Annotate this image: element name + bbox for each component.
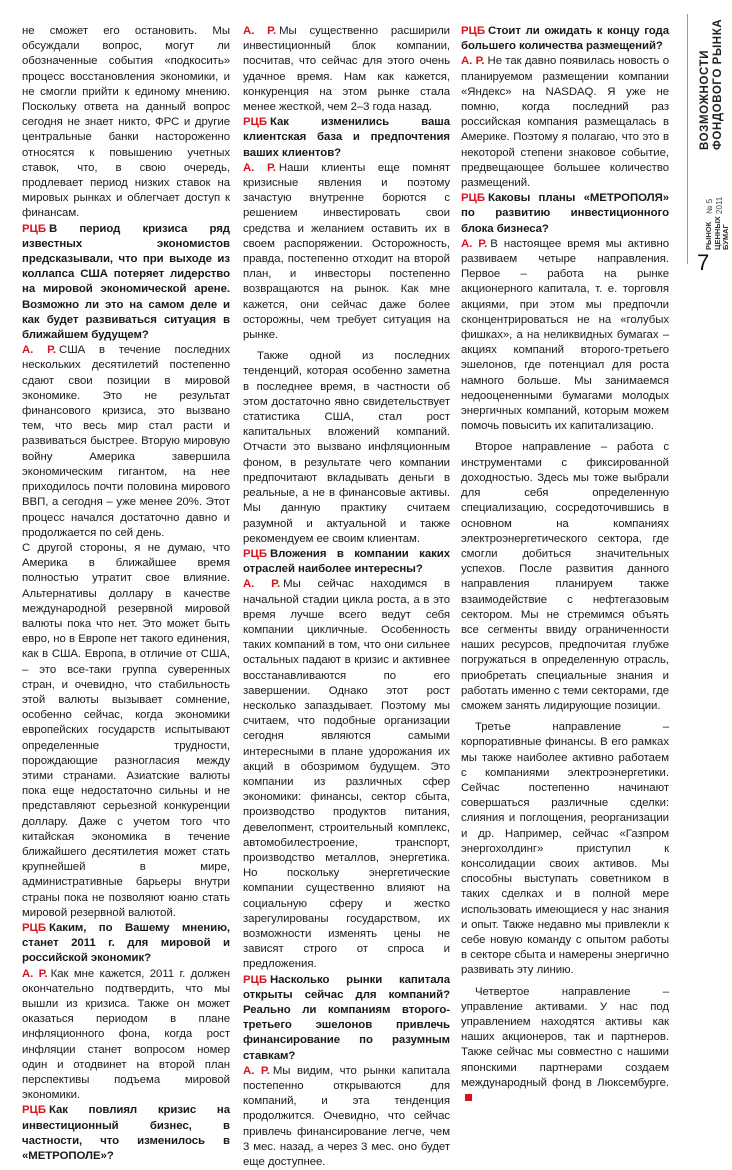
answer xyxy=(243,161,450,343)
rcb-label: РЦБ xyxy=(461,25,485,37)
question-text: Каким, по Вашему мнению, станет 2011 г. для мировой и российской экономик? xyxy=(22,921,230,965)
end-mark-icon xyxy=(465,1094,472,1101)
answer xyxy=(22,343,230,541)
page-number: 7 xyxy=(697,250,710,275)
question-text: Стоит ли ожидать к концу года большего количества размещений? xyxy=(461,25,669,53)
rcb-label: РЦБ xyxy=(243,547,267,560)
text-column-3 xyxy=(461,24,669,1106)
rcb-label: РЦБ xyxy=(22,921,46,934)
answer-text: Мы сейчас находимся в начальной стадии цикла роста, а в это время лучше всего ведут себя компании цикличные. Особенность таких компаний в том, что они сильнее остальных падают в кризис и активнее восстанавливаются по его завершении. Однако этот рост несколько запаздывает. Поэтому мы считаем, что подобные организации сегодня являются самыми интересными в плане удорожания их акций в обозримом будущем. Это компании из различных сфер экономики: финансы, сектор сбыта, производство продуктов питания, девелопмент, строительный комплекс, автомобилестроение, транспорт, производство металлов, энергетика. Но поскольку энергетические компании существенно влияют на социальную сферу и жестко зарегулированы государством, их возможности изменять цены не зависят строго от спроса и предложения. xyxy=(243,578,450,971)
magazine-name: РЫНОК ЦЕННЫХ БУМАГ xyxy=(704,216,730,250)
rcb-label: РЦБ xyxy=(22,222,46,235)
paragraph: Второе направление – работа с инструментами с фиксированной доходностью. Здесь мы тоже выбрали для себя определенную специализацию, сосредоточившись в основном на компаниях электроэнергетического сектора, где смогли добиться значительных успехов. После развития данного направления планируем также взаимодействие с нефтегазовым сектором. Мы не стремимся объять все сегменты ввиду ограниченности наших ресурсов, предпочитая глубже погружаться в определенную отрасль, приобретать специальные знания и работать именно с теми секторами, где сможем занять лидирующие позиции. xyxy=(461,441,669,712)
rcb-label: РЦБ xyxy=(22,1104,46,1117)
question xyxy=(243,115,450,161)
answer-text: Мы существенно расширили инвестиционный блок компании, посчитав, что сейчас для этого очень удачное время. Нам как кажется, конкуренция на этом рынке стала менее жесткой, чем 2–3 года назад. xyxy=(243,25,450,114)
paragraph: Также одной из последних тенденций, которая особенно заметна в последнее время, в частности об этом достаточно явно свидетельствует статистика США, стал рост капитальных вложений компаний. Отчасти это вызвано инфляционным фоном, в результате чего компании предпочитают вкладывать деньги в реальные, а не в финансовые активы. Мы данную практику считаем разумной и актуальной и также рекомендуем ее своим клиентам. xyxy=(243,350,450,545)
answer xyxy=(243,24,450,115)
question-text: Как повлиял кризис на инвестиционный бизнес, в частности, что изменилось в «МЕТРОПОЛЕ»? xyxy=(22,1104,230,1163)
answer-text: США в течение последних нескольких десятилетий постепенно сдают свои позиции в мировой экономике. Это не результат финансового кризиса, это вызвано тем, что весь мир стал расти и развиваться быстрее. Вторую мировую войну Америка завершила экономическим гигантом, на нее приходилось почти половина мирового ВВП, а сегодня – уже менее 20%. Этот процесс начался достаточно давно и продолжается по сей день. xyxy=(22,344,230,539)
ar-label: А. Р. xyxy=(461,237,488,250)
section-title: ВОЗМОЖНОСТИ ФОНДОВОГО РЫНКА xyxy=(699,18,724,150)
ar-label: А. Р. xyxy=(22,967,48,980)
answer xyxy=(461,237,669,435)
question xyxy=(243,973,450,1064)
question-text: Вложения в компании каких отраслей наиболее интересны? xyxy=(243,547,450,576)
text-column-2 xyxy=(243,24,450,1170)
rcb-label: РЦБ xyxy=(461,192,485,205)
text-column-1 xyxy=(22,24,230,1164)
answer-text: В настоящее время мы активно развиваем четыре направления. Первое – работа на рынке акционерного капитала, т. е. торговля акциями, при этом мы предпочли сконцентрироваться не на «голубых фишках», а на неликвидных бумагах – акциях компаний второго-третьего эшелонов, где потенциал для роста намного больше. Мы занимаемся недооцененными бумагами молодых энергичных компаний, которым можем помочь повысить их капитализацию. xyxy=(461,237,670,433)
ar-label: А. Р. xyxy=(243,578,281,591)
paragraph: Третье направление – корпоративные финансы. В его рамках мы также наиболее активно работаем с компаниями электроэнергетики. Сейчас постепенно начинают совершаться различные сделки: слияния и поглощения, реорганизации и др. Например, сейчас «Газпром энергохолдинг» приступил к консолидации своих активов. Мы способны выступать советником в таких сделках и в полной мере использовать имеющиеся у нас знания и опыт. Также недавно мы привлекли к себе новую команду с опытом работы в секторе сбыта и намерены энергично развивать эту линию. xyxy=(461,721,669,977)
question-text: Как изменились ваша клиентская база и предпочтения ваших клиентов? xyxy=(243,116,450,159)
question xyxy=(461,191,669,237)
answer-text: Как мне кажется, 2011 г. должен окончательно подтвердить, что мы вышли из кризиса. Также он может оказаться периодом в плане инфляционного фона, когда рост инфляции станет вопросом номер один и отодвинет на второй план перспективы подъема мировой экономики. xyxy=(22,967,230,1102)
question xyxy=(22,921,230,967)
ar-label: А. Р. xyxy=(243,161,276,174)
paragraph: не сможет его остановить. Мы обсуждали вопрос, могут ли обозначенные события «подкосить» процесс восстановления экономики, и не смогли прийти к единому мнению. Поскольку ответа на данный вопрос сегодня не знает никто, ФРС и другие центральные банки настороженно относятся к повышению учетных ставок, что, в свою очередь, продлевает период низких ставок на мировых рынках и облегчает доступ к финансам. xyxy=(22,25,230,220)
paragraph-text: Четвертое направление – управление активами. У нас под управлением находятся активы как наших акционеров, так и партнеров. Также сейчас мы совместно с нашими японскими партнерами создаем международный фонд в Люксембурге. xyxy=(461,985,669,1089)
question xyxy=(22,222,230,344)
paragraph xyxy=(461,985,669,1107)
question xyxy=(461,24,669,54)
answer xyxy=(243,1064,450,1170)
sidebar-rail xyxy=(687,0,732,1024)
ar-label: А. Р. xyxy=(243,1064,270,1077)
question xyxy=(22,1103,230,1164)
paragraph: С другой стороны, я не думаю, что Америка в ближайшее время полностью утратит свое влияние. Альтернативы доллару в качестве международной резервной мировой валюты пока что нет. Это может быть евро, но в Европе нет такого единения, как в США. Европа, в отличие от США, – это все-таки группа суверенных стран, и очевидно, что стабильность этой валюты вызывает сомнение, особенно сейчас, когда экономики европейских государств испытывают определенные трудности, порождающие разногласия между этими странами. Азиатские валюты пока еще недостаточно сильны и не представляют серьезной конкуренции доллару. Даже с учетом того что китайская экономика в течение ближайшего десятилетия может стать крупнейшей в мире, административные барьеры внутри страны пока не позволяют юаню стать мировой резервной валютой. xyxy=(22,541,230,919)
ar-label: А. Р. xyxy=(243,25,277,37)
question xyxy=(243,547,450,577)
answer xyxy=(22,967,230,1104)
answer xyxy=(243,577,450,972)
question-text: В период кризиса ряд известных экономистов предсказывали, что при выходе из коллапса США потеряет лидерство на мировой экономической арене. Возможно ли это на самом деле и как будет развиваться ситуация в ближайшем будущем? xyxy=(22,222,230,342)
answer xyxy=(461,54,669,191)
issue-number: № 5 2011 xyxy=(705,196,724,214)
answer-text: Наши клиенты еще помнят кризисные явления и поэтому зачастую внутренне борются с решением инвестировать свои средства и желанием оставить их в своем распоряжении. Осторожность, правда, постепенно отходит на второй план, и инвесторы постепенно возвращаются на рынок. Как мне кажется, они сейчас даже более осторожны, чем требует ситуация на рынке. xyxy=(243,161,451,342)
question-text: Каковы планы «МЕТРОПОЛЯ» по развитию инвестиционного блока бизнеса? xyxy=(461,192,669,235)
question-text: Насколько рынки капитала открыты сейчас для компаний? Реально ли компаниям второго-третьего эшелонов привлечь финансирование по разумным ставкам? xyxy=(243,973,450,1062)
rcb-label: РЦБ xyxy=(243,973,267,986)
answer-text: Мы видим, что рынки капитала постепенно открываются для компаний, и эта тенденция продолжится. Очевидно, что сейчас привлечь финансирование легче, чем 3 мес. назад, а через 3 мес. оно будет еще доступнее. xyxy=(243,1064,450,1169)
answer-text: Не так давно появилась новость о планируемом размещении компании «Яндекс» на NASDAQ. Я уже не помню, когда последний раз российская компания размещалась в Америке. Поэтому я полагаю, что это в некоторой степени знаковое событие, предвещающее большее количество размещений. xyxy=(461,55,669,190)
rcb-label: РЦБ xyxy=(243,116,267,129)
ar-label: А. Р. xyxy=(22,344,57,357)
divider xyxy=(687,14,688,264)
ar-label: А. Р. xyxy=(461,55,485,68)
